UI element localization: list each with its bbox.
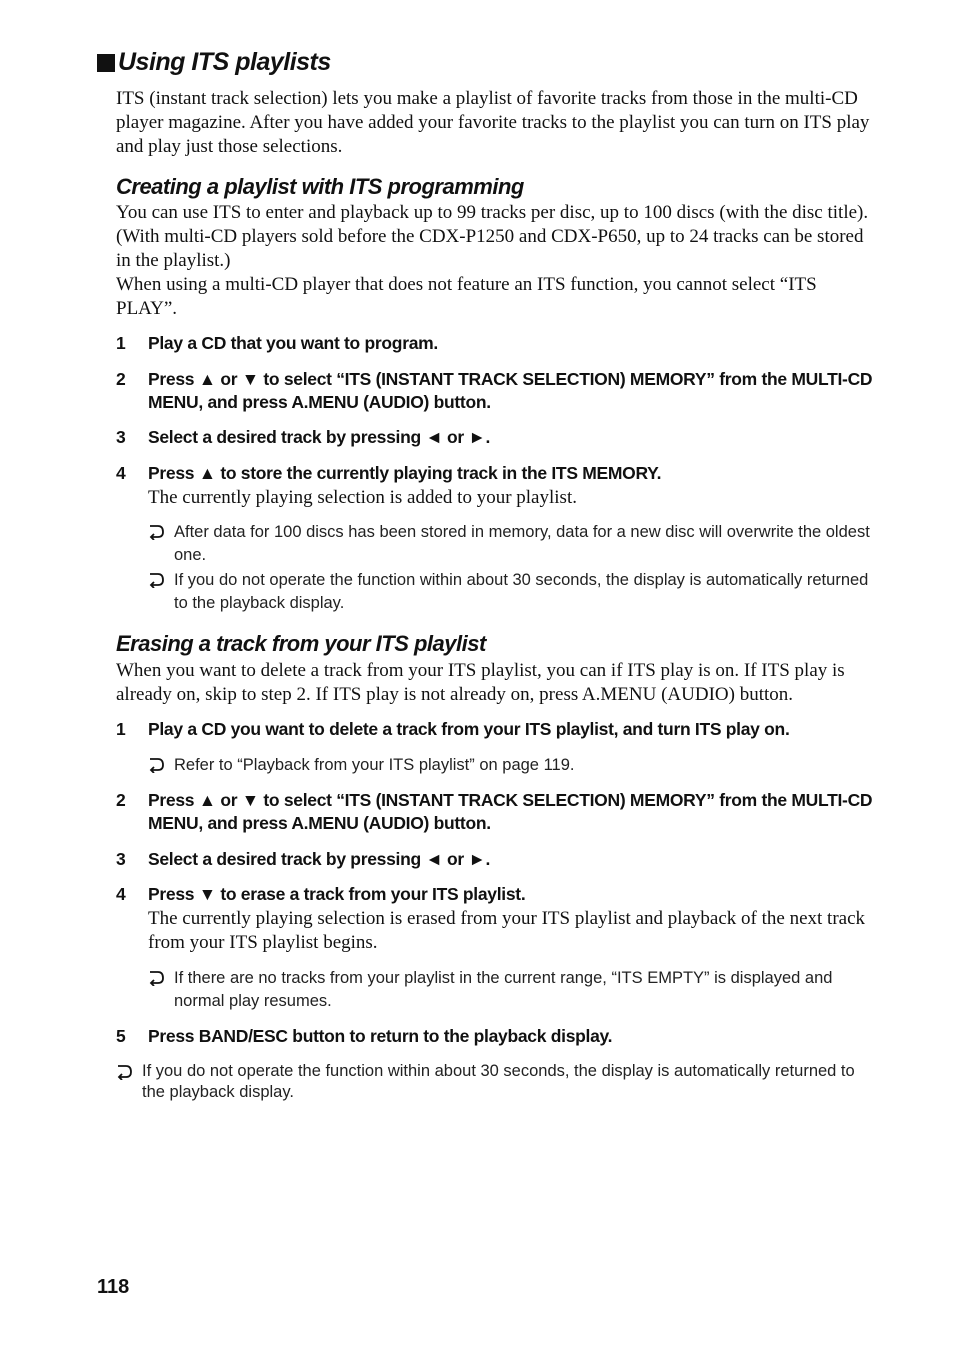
subheading-erasing: Erasing a track from your ITS playlist	[116, 631, 486, 656]
erasing-note-step4	[148, 967, 880, 1013]
square-bullet-icon	[97, 54, 115, 72]
creating-step-3	[116, 426, 886, 449]
step-result: The currently playing selection is erased from your ITS playlist and playback of the next track from your ITS playlist begins.	[148, 908, 866, 953]
note-text: If there are no tracks from your playlist in the current range, “ITS EMPTY” is displayed and normal play resumes.	[174, 969, 833, 1010]
note-text: If you do not operate the function within about 30 seconds, the display is automatically returned to the playback display.	[142, 1062, 855, 1101]
step-number: 3	[116, 427, 126, 447]
section-heading-text: Using ITS playlists	[118, 48, 331, 76]
step-number: 1	[116, 333, 126, 353]
step-instruction: Select a desired track by pressing ◄ or ►.	[148, 427, 491, 447]
intro-paragraph: ITS (instant track selection) lets you make a playlist of favorite tracks from those in the multi-CD player magazine. After you have added your favorite tracks to the playlist you can turn on ITS play and play just those selections.	[116, 88, 870, 157]
erasing-step-5	[116, 1025, 886, 1048]
erasing-step-2	[116, 789, 886, 835]
creating-step-2	[116, 368, 886, 414]
step-result: The currently playing selection is added to your playlist.	[148, 487, 577, 508]
step-number: 5	[116, 1026, 126, 1046]
creating-paragraph-2: When using a multi-CD player that does not feature an ITS function, you cannot select “ITS PLAY”.	[116, 274, 817, 319]
step-instruction: Play a CD you want to delete a track from your ITS playlist, and turn ITS play on.	[148, 719, 790, 739]
step-instruction: Select a desired track by pressing ◄ or ►.	[148, 849, 491, 869]
step-number: 4	[116, 463, 126, 483]
creating-step-1	[116, 332, 886, 355]
note-arrow-icon	[148, 521, 174, 567]
step-instruction: Play a CD that you want to program.	[148, 333, 438, 353]
note-text: If you do not operate the function within about 30 seconds, the display is automatically returned to the playback display.	[174, 571, 869, 612]
step-instruction: Press ▲ to store the currently playing track in the ITS MEMORY.	[148, 463, 662, 483]
note-text: Refer to “Playback from your ITS playlist” on page 119.	[174, 756, 575, 774]
note-text: After data for 100 discs has been stored in memory, data for a new disc will overwrite the oldest one.	[174, 523, 870, 564]
erasing-step-3	[116, 848, 886, 871]
subheading-creating: Creating a playlist with ITS programming	[116, 174, 524, 199]
erasing-note-step1	[148, 754, 880, 777]
section-heading	[97, 48, 331, 77]
creating-step-4	[116, 462, 886, 510]
step-instruction: Press ▲ or ▼ to select “ITS (INSTANT TRACK SELECTION) MEMORY” from the MULTI-CD MENU, and press A.MENU (AUDIO) button.	[148, 790, 873, 833]
creating-note-1	[148, 521, 880, 567]
note-arrow-icon	[148, 569, 174, 615]
page-number: 118	[97, 1276, 130, 1298]
step-number: 2	[116, 790, 126, 810]
erasing-note-final	[116, 1061, 878, 1103]
note-arrow-icon	[148, 967, 174, 1013]
step-instruction: Press BAND/ESC button to return to the playback display.	[148, 1026, 613, 1046]
note-arrow-icon	[116, 1061, 142, 1103]
step-number: 2	[116, 369, 126, 389]
step-number: 3	[116, 849, 126, 869]
erasing-paragraph: When you want to delete a track from your ITS playlist, you can if ITS play is on. If ITS play is already on, skip to step 2. If ITS play is not already on, press A.MENU (AUDIO) button.	[116, 660, 845, 705]
note-arrow-icon	[148, 754, 174, 777]
step-number: 4	[116, 884, 126, 904]
step-instruction: Press ▼ to erase a track from your ITS playlist.	[148, 884, 526, 904]
step-number: 1	[116, 719, 126, 739]
erasing-step-1	[116, 718, 886, 741]
erasing-step-4	[116, 883, 886, 955]
step-instruction: Press ▲ or ▼ to select “ITS (INSTANT TRACK SELECTION) MEMORY” from the MULTI-CD MENU, and press A.MENU (AUDIO) button.	[148, 369, 873, 412]
creating-paragraph-1: You can use ITS to enter and playback up to 99 tracks per disc, up to 100 discs (with the disc title). (With multi-CD players sold before the CDX-P1250 and CDX-P650, up to 24 tracks can be stored in the playlist.)	[116, 202, 869, 271]
creating-note-2	[148, 569, 880, 615]
